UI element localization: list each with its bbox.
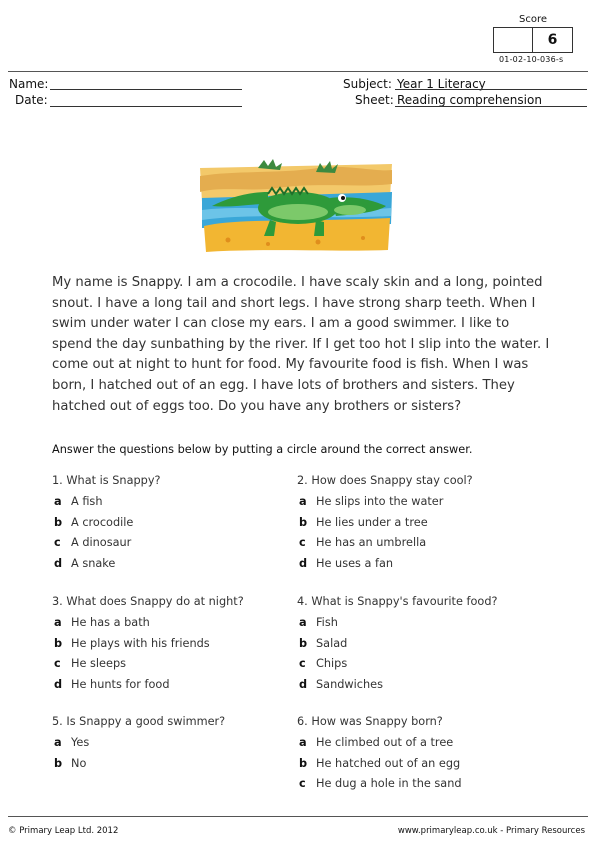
date-field[interactable] [50,106,242,107]
question-5-option-b-letter[interactable]: b [54,756,63,770]
question-2-title: 2. How does Snappy stay cool? [297,474,473,487]
sheet-code: 01-02-10-036-s [499,55,564,64]
question-5-option-a-letter[interactable]: a [54,736,62,749]
question-4-option-d-letter[interactable]: d [299,678,308,692]
question-4-title: 4. What is Snappy's favourite food? [297,595,498,608]
question-5-title: 5. Is Snappy a good swimmer? [52,715,226,728]
question-4-option-a[interactable]: Fish [316,616,338,629]
score-box [493,27,573,53]
question-4-option-d[interactable]: Sandwiches [316,678,384,692]
score-blank-cell [494,28,533,52]
question-1-option-b[interactable]: A crocodile [71,515,134,529]
footer-copyright: © Primary Leap Ltd. 2012 [8,826,119,836]
sheet-label: Sheet: [355,93,394,107]
question-1-option-b-letter[interactable]: b [54,515,63,529]
crocodile-picture [198,158,394,254]
question-6-option-c[interactable]: He dug a hole in the sand [316,777,462,791]
subject-label: Subject: [343,77,392,91]
question-3-option-d-letter[interactable]: d [54,678,63,692]
sheet-value: Reading comprehension [397,93,542,107]
question-1-option-d-letter[interactable]: d [54,557,63,571]
question-2-option-a[interactable]: He slips into the water [316,495,444,508]
question-3-option-c-letter[interactable]: c [54,657,61,671]
question-1-option-c-letter[interactable]: c [54,536,61,550]
sheet-underline [395,106,587,107]
name-label: Name: [9,77,49,91]
question-5-option-b[interactable]: No [71,756,87,770]
question-4-option-b[interactable]: Salad [316,636,348,650]
subject-value: Year 1 Literacy [397,77,486,91]
question-6-option-a[interactable]: He climbed out of a tree [316,736,454,749]
header-divider [8,71,588,72]
question-6-option-a-letter[interactable]: a [299,736,307,749]
question-3-option-a-letter[interactable]: a [54,616,62,629]
question-4-option-c-letter[interactable]: c [299,657,306,671]
question-3-option-c[interactable]: He sleeps [71,657,127,671]
question-3-option-a[interactable]: He has a bath [71,616,150,629]
question-4-option-c[interactable]: Chips [316,657,348,671]
question-3-option-b[interactable]: He plays with his friends [71,636,210,650]
score-label: Score [519,14,548,25]
question-2-option-a-letter[interactable]: a [299,495,307,508]
question-3-option-b-letter[interactable]: b [54,636,63,650]
name-field[interactable] [50,89,242,90]
question-2-option-b[interactable]: He lies under a tree [316,515,428,529]
date-label: Date: [15,93,48,107]
question-1-option-a[interactable]: A fish [71,495,103,508]
question-5-option-a[interactable]: Yes [71,736,90,749]
score-value: 6 [547,32,558,48]
question-3-title: 3. What does Snappy do at night? [52,595,244,608]
question-1-option-d[interactable]: A snake [71,557,116,571]
question-4-option-a-letter[interactable]: a [299,616,307,629]
question-2-option-c-letter[interactable]: c [299,536,306,550]
question-6-option-b[interactable]: He hatched out of an egg [316,756,461,770]
question-1-option-a-letter[interactable]: a [54,495,62,508]
footer-divider [8,816,588,817]
question-1-option-c[interactable]: A dinosaur [71,536,132,550]
question-2-option-d-letter[interactable]: d [299,557,308,571]
question-3-option-d[interactable]: He hunts for food [71,678,170,692]
subject-underline [395,89,587,90]
question-1-title: 1. What is Snappy? [52,474,161,487]
question-6-option-b-letter[interactable]: b [299,756,308,770]
question-4-option-b-letter[interactable]: b [299,636,308,650]
question-2-option-c[interactable]: He has an umbrella [316,536,427,550]
instruction: Answer the questions below by putting a circle around the correct answer. [52,443,473,456]
question-6-option-c-letter[interactable]: c [299,777,306,791]
footer-website: www.primaryleap.co.uk - Primary Resources [397,826,585,836]
question-6-title: 6. How was Snappy born? [297,715,443,728]
story-paragraph: My name is Snappy. I am a crocodile. I have scaly skin and a long, pointed snout. I have a long tail and short legs. I have strong sharp teeth. When I swim under water I can close my ears. I am a good swimmer. I like to spend the day sunbathing by the river. If I get too hot I slip into the water. I come out at night to hunt for food. My favourite food is fish. When I was born, I hatched out of an egg. I have lots of brothers and sisters. They hatched out of eggs too. Do you have any brothers or sisters? [52,275,550,414]
question-2-option-b-letter[interactable]: b [299,515,308,529]
question-2-option-d[interactable]: He uses a fan [316,557,394,571]
